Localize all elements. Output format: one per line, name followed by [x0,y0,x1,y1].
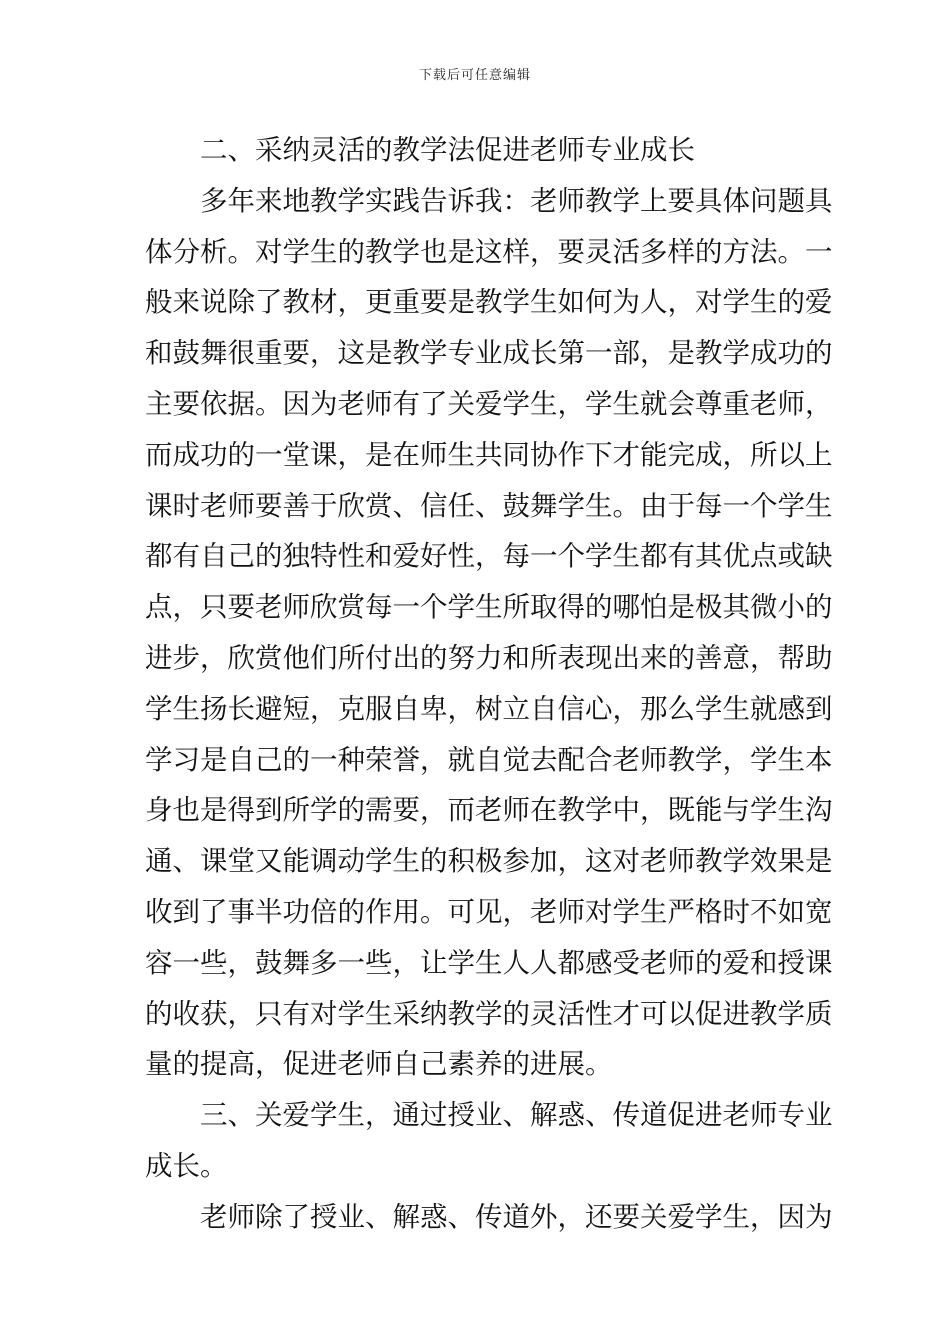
paragraph-line: 体分析。对学生的教学也是这样，要灵活多样的方法。一 [145,235,833,268]
paragraph-line: 主要依据。因为老师有了关爱学生，学生就会尊重老师， [145,387,833,420]
paragraph-line: 老师除了授业、解惑、传道外，还要关爱学生，因为 [200,1200,833,1233]
paragraph-line: 身也是得到所学的需要，而老师在教学中，既能与学生沟 [145,794,833,827]
header-note: 下载后可任意编辑 [418,68,531,83]
paragraph-line: 容一些，鼓舞多一些，让学生人人都感受老师的爱和授课 [145,946,833,979]
section-heading-3-continued: 成长。 [145,1149,228,1182]
paragraph-line: 学习是自己的一种荣誉，就自觉去配合老师教学，学生本 [145,743,833,776]
paragraph-line: 而成功的一堂课，是在师生共同协作下才能完成，所以上 [145,438,833,471]
paragraph-line: 收到了事半功倍的作用。可见，老师对学生严格时不如宽 [145,895,833,928]
paragraph-line: 的收获，只有对学生采纳教学的灵活性才可以促进教学质 [145,997,833,1030]
paragraph-line: 量的提高，促进老师自己素养的进展。 [145,1048,613,1081]
paragraph-line: 般来说除了教材，更重要是教学生如何为人，对学生的爱 [145,286,833,319]
section-heading-2: 二、采纳灵活的教学法促进老师专业成长 [200,134,695,166]
paragraph-line: 多年来地教学实践告诉我：老师教学上要具体问题具 [200,184,833,217]
paragraph-line: 都有自己的独特性和爱好性，每一个学生都有其优点或缺 [145,540,833,573]
paragraph-line: 和鼓舞很重要，这是教学专业成长第一部，是教学成功的 [145,337,833,370]
paragraph-line: 进步，欣赏他们所付出的努力和所表现出来的善意，帮助 [145,641,833,674]
paragraph-line: 点，只要老师欣赏每一个学生所取得的哪怕是极其微小的 [145,591,833,624]
paragraph-line: 通、课堂又能调动学生的积极参加，这对老师教学效果是 [145,845,833,878]
paragraph-line: 课时老师要善于欣赏、信任、鼓舞学生。由于每一个学生 [145,489,833,522]
document-body [145,125,833,1243]
paragraph-line: 学生扬长避短，克服自卑，树立自信心，那么学生就感到 [145,692,833,725]
section-heading-3: 三、关爱学生，通过授业、解惑、传道促进老师专业 [200,1099,833,1132]
